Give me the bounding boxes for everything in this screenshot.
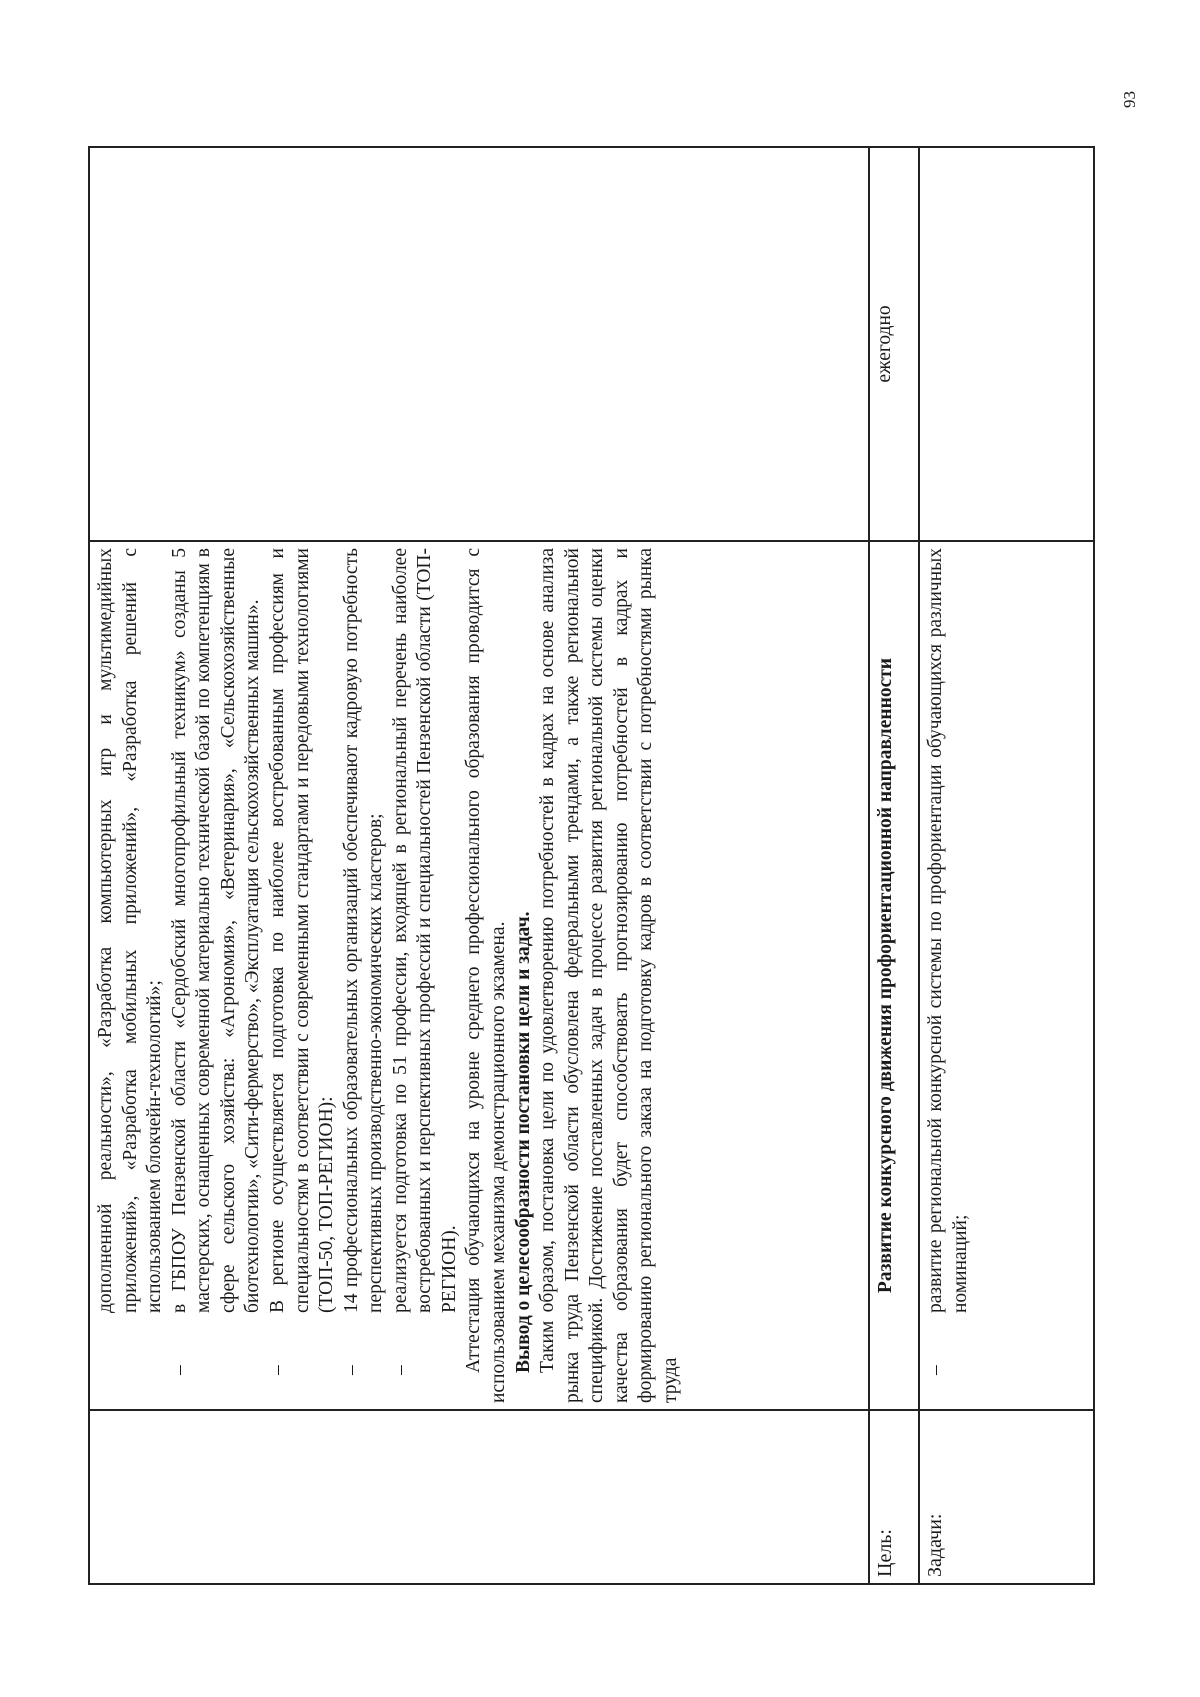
empty-cell xyxy=(919,147,1094,541)
tasks-label: Задачи: xyxy=(919,1410,1094,1584)
empty-cell xyxy=(89,1410,869,1584)
list-item: – в ГБПОУ Пензенской области «Сердобский многопрофильный техникум» созданы 5 мастерских, оснащенных современной материально технической базой по компетенциям в сфере сельского хозяйства: «Агрономия», «Ветеринария», «Сельскохозяйственные биотехнологии», «Сити-фермерство», «Эксплуатация сельскохозяйственных машин». xyxy=(168,548,266,1403)
goal-text: Развитие конкурсного движения профориентационной направленности xyxy=(869,541,919,1410)
attestation-paragraph: Аттестация обучающихся на уровне среднего профессионального образования проводится с использованием механизма демонстрационного экзамена. xyxy=(463,548,509,1403)
table-row xyxy=(919,147,1094,1584)
rotated-table-wrapper xyxy=(88,148,1095,1585)
page-number: 93 xyxy=(1120,91,1139,109)
conclusion-paragraph: Таким образом, постановка цели по удовлетворению потребностей в кадрах на основе анализа рынка труда Пензенской области обусловлена федеральными трендами, а также региональной спецификой. Достижение поставленных задач в процессе развития региональной системы оценки качества образования будет способствовать прогнозированию потребностей в кадрах и формированию регионального заказа на подготовку кадров в соответствии с потребностями рынка труда xyxy=(537,548,681,1403)
content-cell xyxy=(89,541,869,1410)
conclusion-title: Вывод о целесообразности постановки цели и задач. xyxy=(512,911,534,1373)
goal-period: ежегодно xyxy=(869,147,919,541)
continuation-text: дополненной реальности», «Разработка компьютерных игр и мультимедийных приложений», «Разработка мобильных приложений», «Разработка решений с использованием блокчейн-технологий»; xyxy=(95,548,166,1313)
tasks-cell xyxy=(919,541,1094,1410)
goal-label: Цель: xyxy=(869,1410,919,1584)
list-item: – 14 профессиональных образовательных организаций обеспечивают кадровую потребность перспективных производственно-экономических кластеров; xyxy=(340,548,389,1403)
list-item: – реализуется подготовка по 51 профессии, входящей в региональный перечень наиболее востребованных и перспективных профессий и специальностей Пензенской области (ТОП-РЕГИОН). xyxy=(389,548,463,1403)
goals-table xyxy=(88,146,1095,1585)
empty-cell xyxy=(89,147,869,541)
task-item: – развитие региональной конкурсной системы по профориентации обучающихся различных номинаций; xyxy=(924,548,973,1403)
table-row xyxy=(89,147,869,1584)
list-item: – В регионе осуществляется подготовка по наиболее востребованным профессиям и специальностям в соответствии с современными стандартами и передовыми технологиями (ТОП-50, ТОП-РЕГИОН): xyxy=(266,548,340,1403)
table-row xyxy=(869,147,919,1584)
